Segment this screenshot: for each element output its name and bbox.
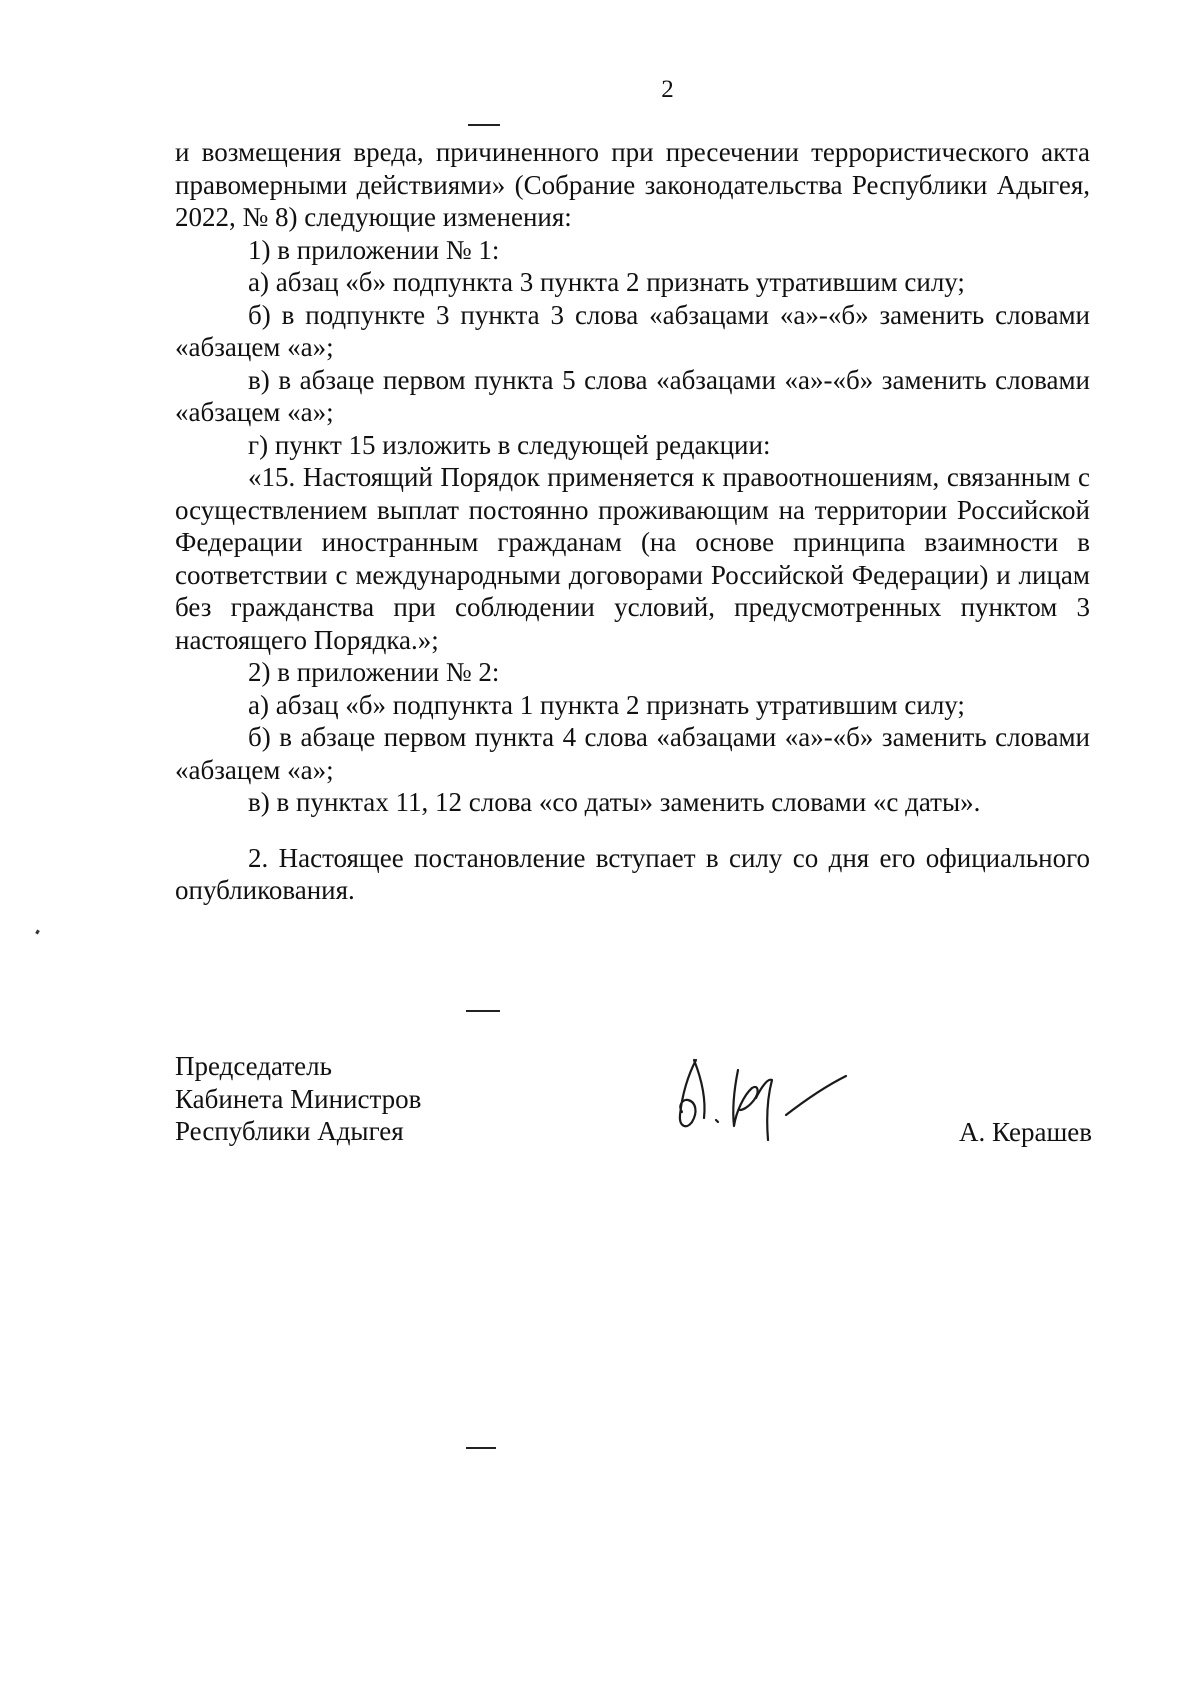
scan-dot [35, 930, 40, 935]
scan-mark-bottom [466, 1447, 496, 1449]
signatory-title-line-1: Председатель [175, 1051, 332, 1081]
document-body [175, 136, 1090, 907]
handwritten-signature [668, 1040, 868, 1150]
item-2c: в) в пунктах 11, 12 слова «со даты» заменить словами «с даты». [248, 787, 981, 817]
scan-mark-top [468, 124, 500, 126]
signatory-name: А. Керашев [959, 1117, 1092, 1147]
item-2: 2) в приложении № 2: [248, 657, 500, 687]
item-1a: а) абзац «б» подпункта 3 пункта 2 признать утратившим силу; [248, 267, 965, 297]
item-2a: а) абзац «б» подпункта 1 пункта 2 признать утратившим силу; [248, 689, 965, 720]
intro-paragraph: и возмещения вреда, причиненного при пресечении террористического акта правомерными действиями» (Собрание законодательства Республики Адыгея, 2022, № 8) следующие изменения: [175, 137, 1090, 232]
scan-mark-middle [466, 1010, 500, 1012]
item-1c: в) в абзаце первом пункта 5 слова «абзацами «а»-«б» заменить словами «абзацем «а»; [175, 364, 1090, 427]
clause-2: 2. Настоящее постановление вступает в силу со дня его официального опубликования. [175, 842, 1090, 905]
signatory-title [175, 1050, 421, 1148]
signatory-title-line-2: Кабинета Министров [175, 1083, 422, 1114]
item-1d-quote: «15. Настоящий Порядок применяется к правоотношениям, связанным с осуществлением выплат постоянно проживающим на территории Российской Федерации иностранным гражданам (на основе принципа взаимности в соответствии с международными договорами Российской Федерации) и лицам без гражданства при соблюдении условий, предусмотренных пунктом 3 настоящего Порядка.»; [175, 462, 1090, 655]
item-2b: б) в абзаце первом пункта 4 слова «абзацами «а»-«б» заменить словами «абзацем «а»; [175, 722, 1090, 785]
item-1b: б) в подпункте 3 пункта 3 слова «абзацами «а»-«б» заменить словами «абзацем «а»; [175, 299, 1090, 362]
signatory-title-line-3: Республики Адыгея [175, 1116, 404, 1146]
page-number: 2 [661, 76, 674, 103]
item-1d: г) пункт 15 изложить в следующей редакции: [248, 429, 771, 460]
item-1: 1) в приложении № 1: [248, 234, 500, 265]
